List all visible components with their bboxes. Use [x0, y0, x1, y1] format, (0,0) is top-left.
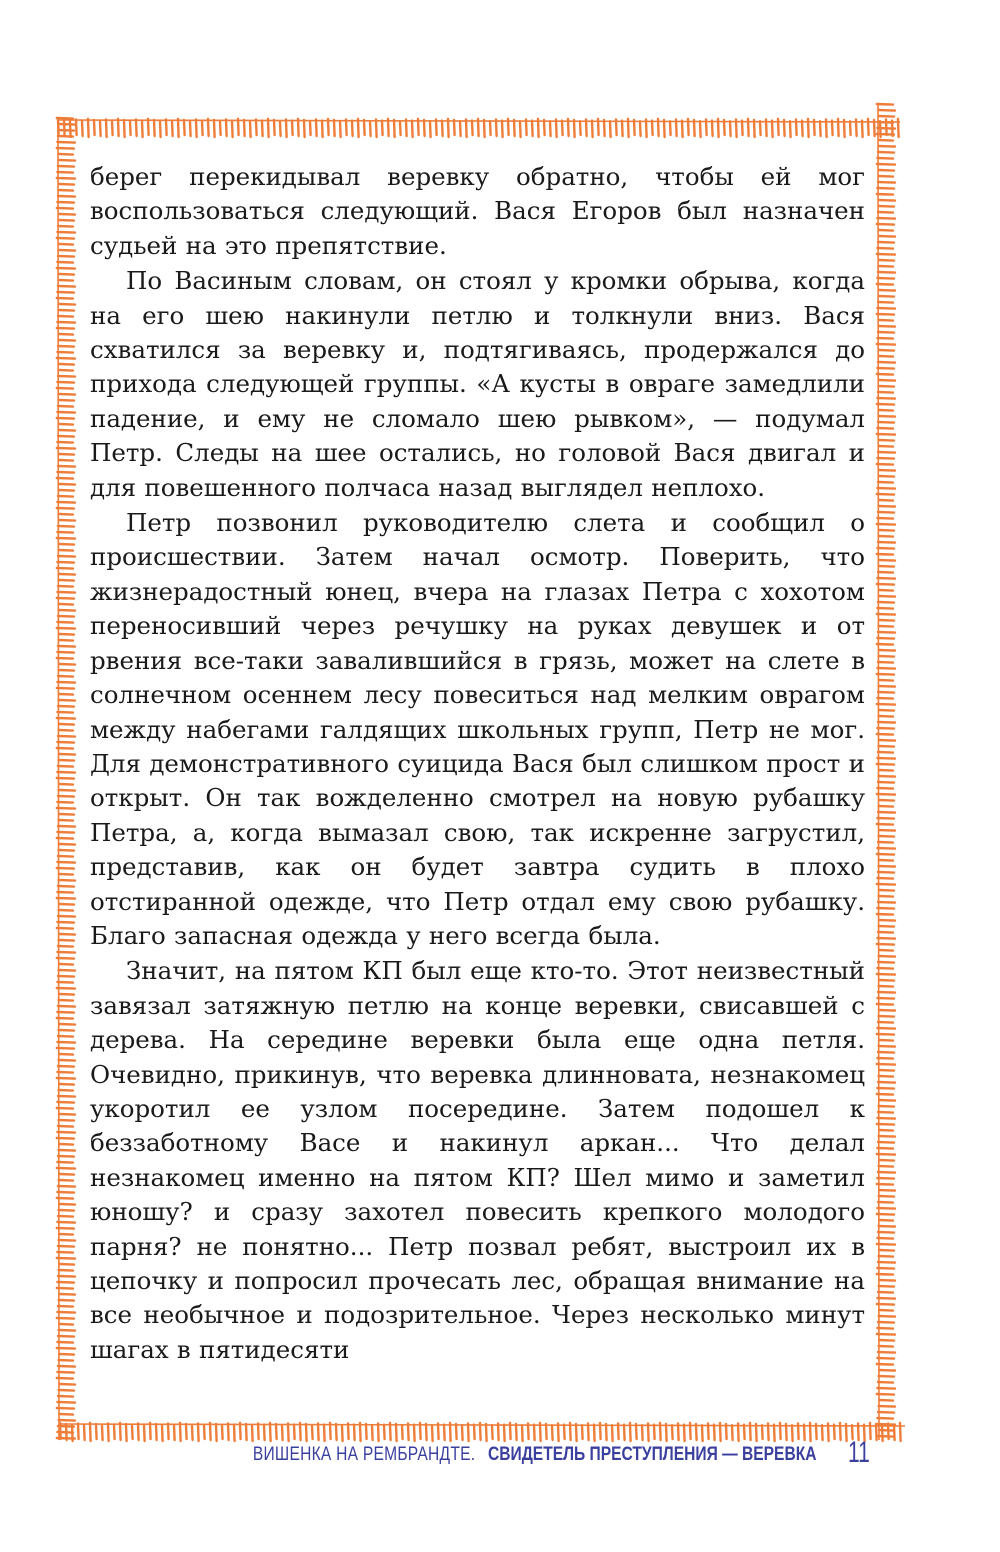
- paragraph-3: Петр позвонил руководителю слета и сообщил о происшествии. Затем начал осмотр. Поверить, что жизнерадостный юнец, вчера на глазах Петра с хохотом переносивший через речушку на руках девушек и от рвения все-таки завалившийся в грязь, может на слете в солнечном осеннем лесу повеситься над мелким оврагом между набегами галдящих школьных групп, Петр не мог. Для демонстративного суицида Вася был слишком прост и открыт. Он так вожделенно смотрел на новую рубашку Петра, а, когда вымазал свою, так искренне загрустил, представив, как он будет завтра судить в плохо отстиранной одежде, что Петр отдал ему свою рубашку. Благо запасная одежда у него всегда была.: [90, 508, 865, 950]
- running-footer: [0, 1436, 1000, 1476]
- page-number: 11: [848, 1436, 870, 1469]
- paragraph-2: По Васиным словам, он стоял у кромки обрыва, когда на его шею накинули петлю и толкнули вниз. Вася схватился за веревку и, подтягиваясь, продержался до прихода следующей группы. «А кусты в овраге замедлили падение, и ему не сломало шею рывком», — подумал Петр. Следы на шее остались, но головой Вася двигал и для повешенного полчаса назад выглядел неплохо.: [90, 266, 865, 502]
- footer-book-title: ВИШЕНКА НА РЕМБРАНДТЕ.: [252, 1444, 475, 1465]
- frame-top-edge: [58, 119, 900, 137]
- frame-right-edge: [877, 104, 895, 1440]
- paragraph-4: Значит, на пятом КП был еще кто-то. Этот неизвестный завязал затяжную петлю на конце веревки, свисавшей с дерева. На середине веревки была еще одна петля. Очевидно, прикинув, что веревка длинновата, незнакомец укоротил ее узлом посередине. Затем подошел к беззаботному Васе и накинул аркан... Что делал незнакомец именно на пятом КП? Шел мимо и заметил юношу? и сразу захотел повесить крепкого молодого парня? не понятно... Петр позвал ребят, выстроил их в цепочку и попросил прочесать лес, обращая внимание на все необычное и подозрительное. Через несколько минут шагах в пятидесяти: [90, 956, 865, 1364]
- paragraph-1: берег перекидывал веревку обратно, чтобы ей мог воспользоваться следующий. Вася Егоров был назначен судьей на это препятствие.: [90, 162, 865, 260]
- page-body: [90, 160, 865, 1367]
- frame-left-edge: [57, 118, 75, 1440]
- footer-chapter-title: СВИДЕТЕЛЬ ПРЕСТУПЛЕНИЯ — ВЕРЕВКА: [488, 1444, 817, 1465]
